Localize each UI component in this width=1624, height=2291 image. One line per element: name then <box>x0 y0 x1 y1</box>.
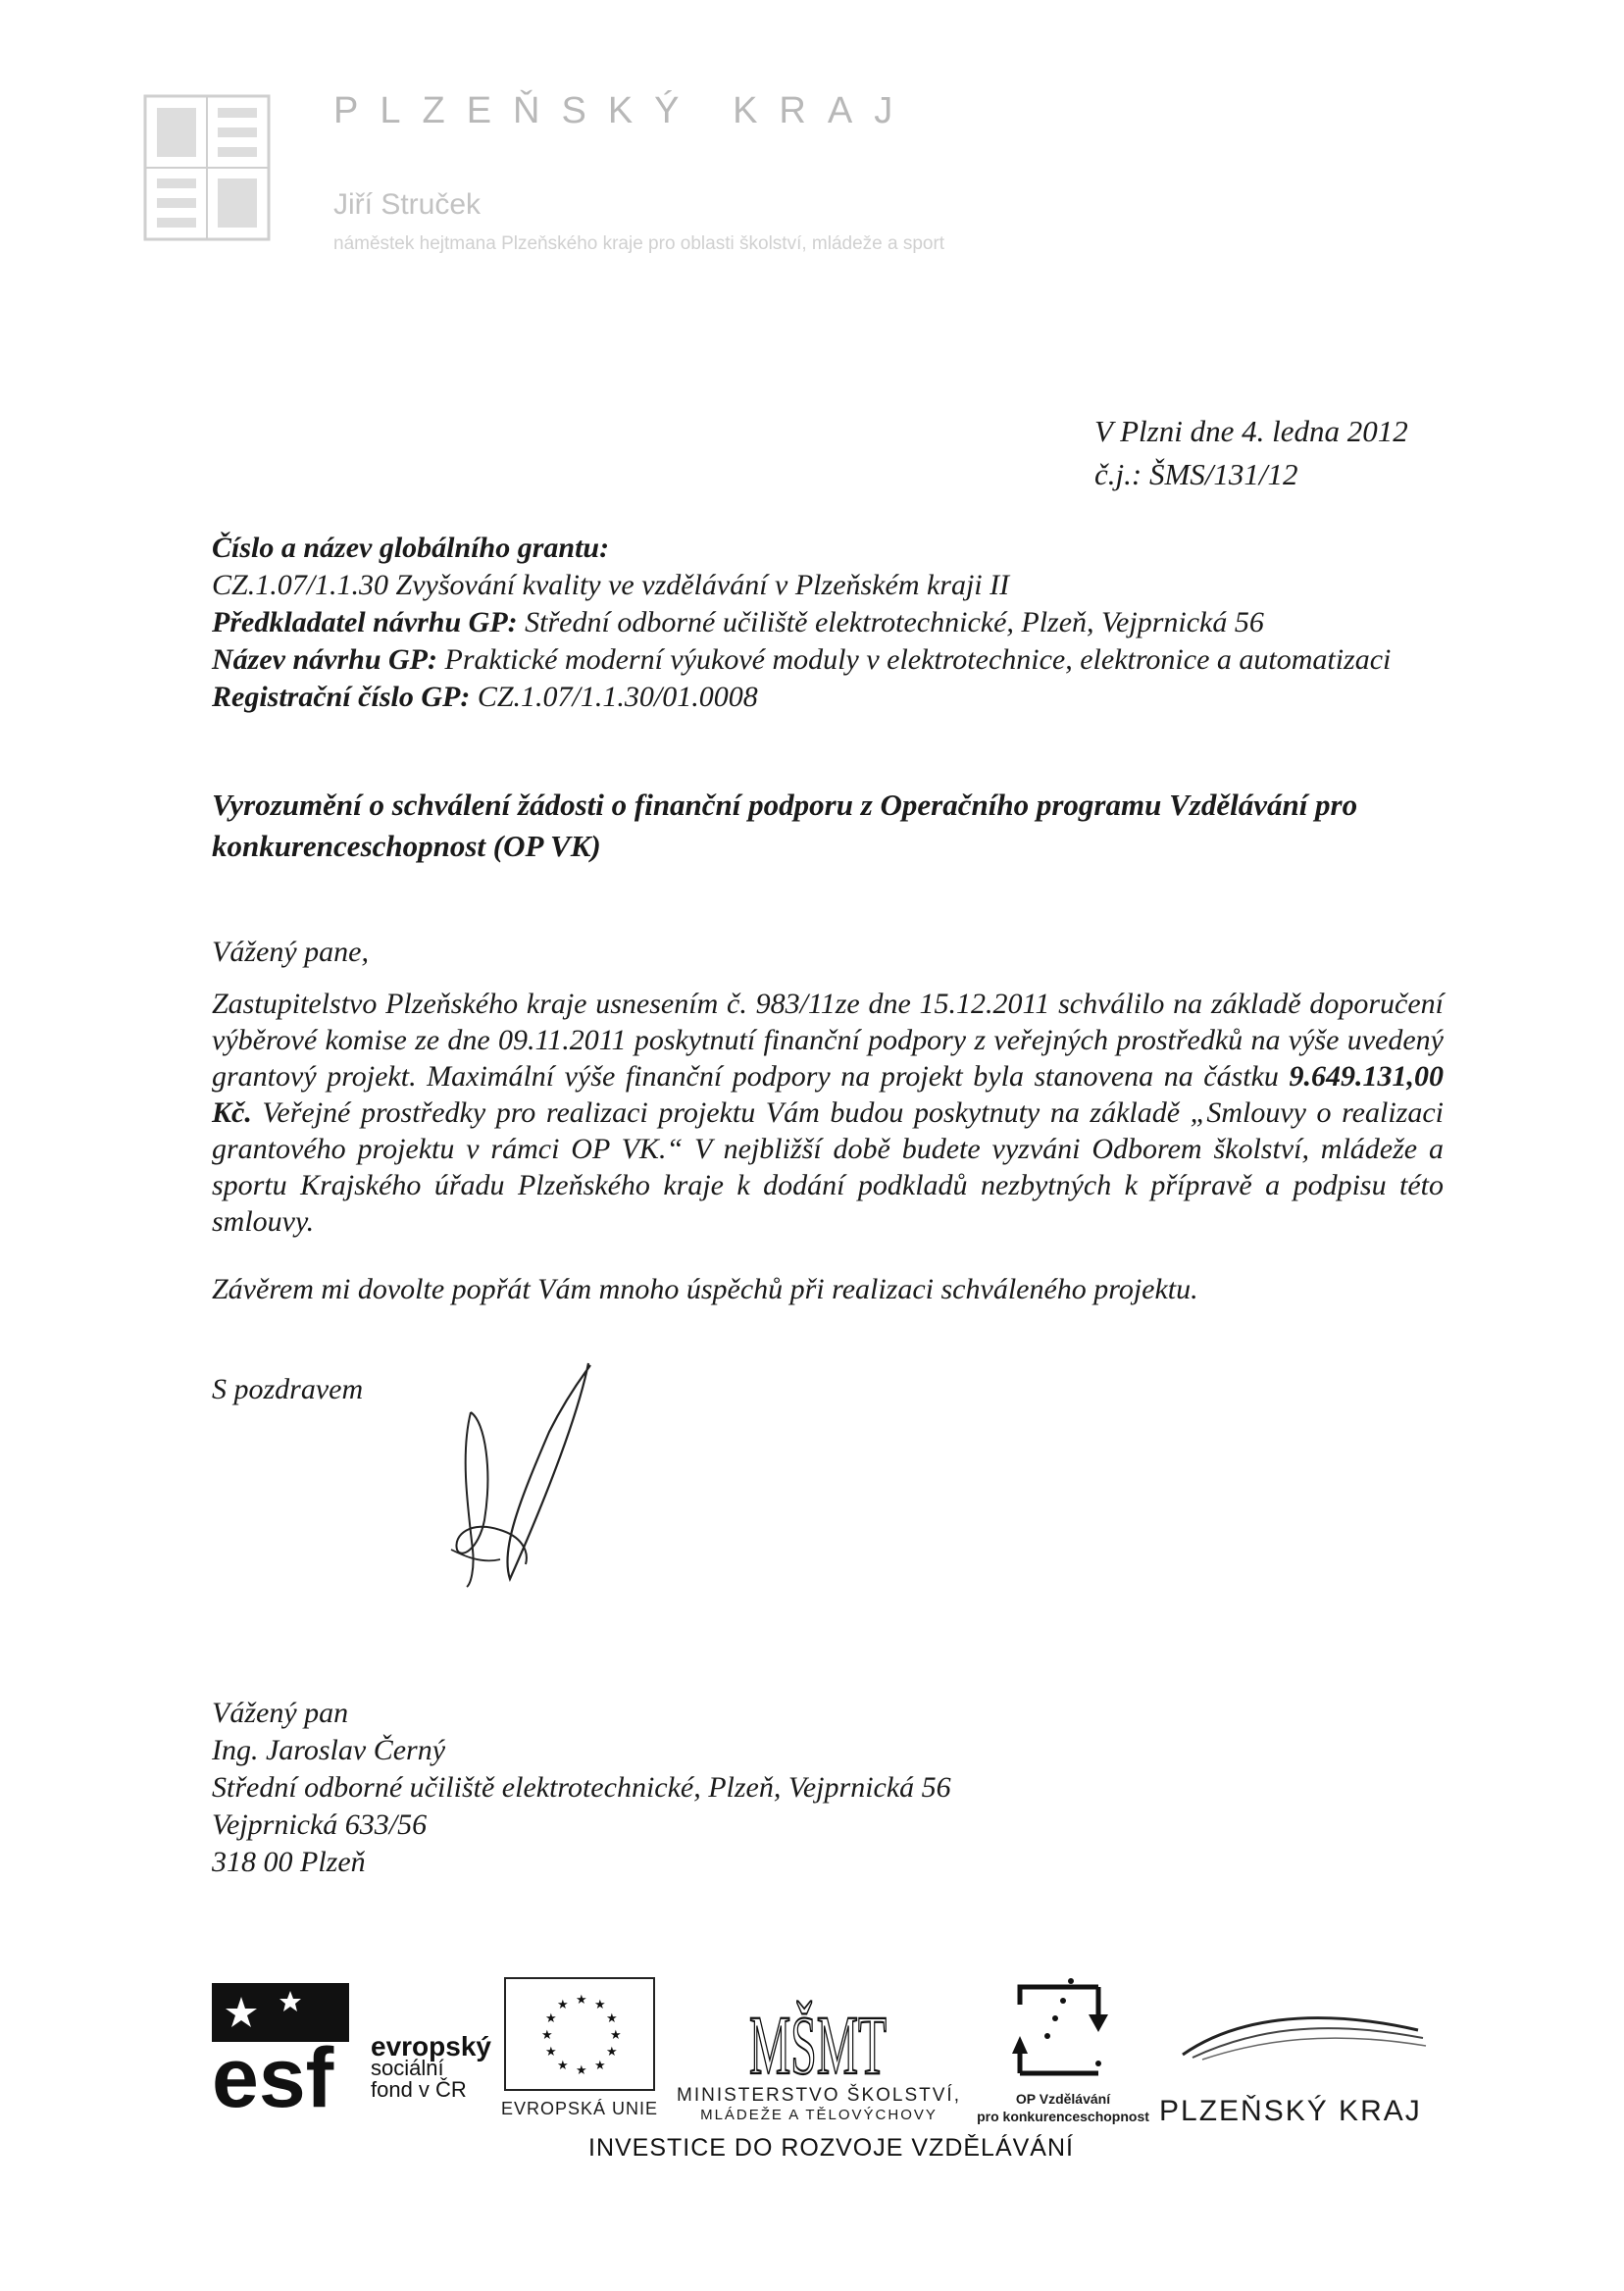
svg-text:★: ★ <box>576 2063 587 2078</box>
msmt-logo <box>667 1971 971 2128</box>
esf-mark-icon <box>212 1983 349 2125</box>
registration-value: CZ.1.07/1.1.30/01.0008 <box>477 681 758 713</box>
swoosh-icon <box>1173 2001 1428 2060</box>
plzensky-kraj-logo <box>1153 2001 1447 2128</box>
place-date: V Plzni dne 4. ledna 2012 <box>1094 414 1408 448</box>
grant-amount: 9.649.131,00 Kč. <box>212 1060 1444 1129</box>
svg-text:★: ★ <box>576 1993 587 2008</box>
svg-text:★: ★ <box>594 2059 606 2073</box>
global-grant-value: CZ.1.07/1.1.30 Zvyšování kvality ve vzdělávání v Plzeňském kraji II <box>212 569 1010 601</box>
applicant-value: Střední odborné učiliště elektrotechnické, Plzeň, Vejprnická 56 <box>525 606 1264 638</box>
investice-tagline: INVESTICE DO ROZVOJE VZDĚLÁVÁNÍ <box>588 2134 1074 2162</box>
esf-line-3: fond v ČR <box>371 2077 467 2102</box>
date-reference-block <box>1094 410 1408 496</box>
global-grant-label: Číslo a název globálního grantu: <box>212 532 610 564</box>
subject-line: Vyrozumění o schválení žádosti o finanční podporu z Operačního programu Vzdělávání pro konkurenceschopnost (OP VK) <box>212 788 1358 863</box>
recipient-line-5: 318 00 Plzeň <box>212 1846 366 1878</box>
grant-info <box>212 530 1444 716</box>
svg-text:★: ★ <box>557 2059 569 2073</box>
svg-text:★: ★ <box>606 2045 618 2060</box>
op-vk-logo <box>975 1975 1151 2132</box>
eu-flag-frame <box>504 1977 655 2091</box>
eu-logo <box>496 1977 663 2124</box>
body-part-1: Zastupitelstvo Plzeňského kraje usnesením č. 983/11ze dne 15.12.2011 schválilo na základě doporučení výběrové komise ze dne 09.11.2011 poskytnutí finanční podpory z veřejných prostředků na výše uvedený grantový projekt. Maximální výše finanční podpory na projekt byla stanovena na částku <box>212 988 1444 1093</box>
project-name-label: Název návrhu GP: <box>212 643 437 676</box>
msmt-line-2: MLÁDEŽE A TĚLOVÝCHOVY <box>700 2107 938 2123</box>
msmt-mark-icon <box>745 1975 892 2092</box>
op-vk-line-2: pro konkurenceschopnost <box>977 2109 1149 2124</box>
svg-text:★: ★ <box>606 2011 618 2026</box>
recipient-line-2: Ing. Jaroslav Černý <box>212 1734 446 1766</box>
esf-line-1: evropský <box>371 2031 491 2062</box>
recipient-line-4: Vejprnická 633/56 <box>212 1808 428 1841</box>
applicant-label: Předkladatel návrhu GP: <box>212 606 518 638</box>
recipient-address <box>212 1695 1444 1881</box>
letterhead-name: Jiří Struček <box>333 188 482 221</box>
msmt-line-1: MINISTERSTVO ŠKOLSTVÍ, <box>677 2085 961 2106</box>
recipient-line-1: Vážený pan <box>212 1697 349 1729</box>
esf-mark-text: esf <box>212 2031 334 2125</box>
svg-text:★: ★ <box>594 1998 606 2012</box>
esf-line-2: sociální <box>371 2056 444 2080</box>
eu-stars-icon <box>506 1979 653 2089</box>
svg-text:★: ★ <box>610 2028 622 2043</box>
op-vk-mark-icon <box>1010 1975 1118 2083</box>
esf-text <box>371 2031 491 2102</box>
svg-text:★: ★ <box>541 2028 553 2043</box>
project-name-value: Praktické moderní výukové moduly v elektrotechnice, elektronice a automatizaci <box>444 643 1392 676</box>
handwritten-signature <box>431 1353 608 1599</box>
regards: S pozdravem <box>212 1373 364 1405</box>
salutation: Vážený pane, <box>212 936 369 968</box>
crest-logo <box>143 94 271 241</box>
letterhead-role: náměstek hejtmana Plzeňského kraje pro oblasti školství, mládeže a sport <box>333 233 945 254</box>
recipient-line-3: Střední odborné učiliště elektrotechnické, Plzeň, Vejprnická 56 <box>212 1771 951 1804</box>
closing-paragraph: Závěrem mi dovolte popřát Vám mnoho úspěchů při realizaci schváleného projektu. <box>212 1273 1198 1305</box>
body-part-2: Veřejné prostředky pro realizaci projektu Vám budou poskytnuty na základě „Smlouvy o realizaci grantového projektu v rámci OP VK.“ V nejbližší době budete vyzváni Odborem školství, mládeže a sportu Krajského úřadu Plzeňského kraje k dodání podkladů nezbytných k přípravě a podpisu této smlouvy. <box>212 1096 1444 1238</box>
svg-text:★: ★ <box>557 1998 569 2012</box>
msmt-mark-text: MŠMT <box>749 1998 887 2092</box>
esf-logo <box>206 1971 491 2125</box>
body-paragraph <box>212 986 1444 1240</box>
eu-label: EVROPSKÁ UNIE <box>500 2099 659 2118</box>
registration-label: Registrační číslo GP: <box>212 681 471 713</box>
svg-text:★: ★ <box>545 2045 557 2060</box>
svg-text:★: ★ <box>545 2011 557 2026</box>
letterhead-title: PLZEŇSKÝ KRAJ <box>333 90 915 131</box>
plzensky-kraj-label: PLZEŇSKÝ KRAJ <box>1159 2095 1422 2127</box>
reference-number: č.j.: ŠMS/131/12 <box>1094 457 1298 491</box>
op-vk-line-1: OP Vzdělávání <box>1015 2091 1111 2107</box>
